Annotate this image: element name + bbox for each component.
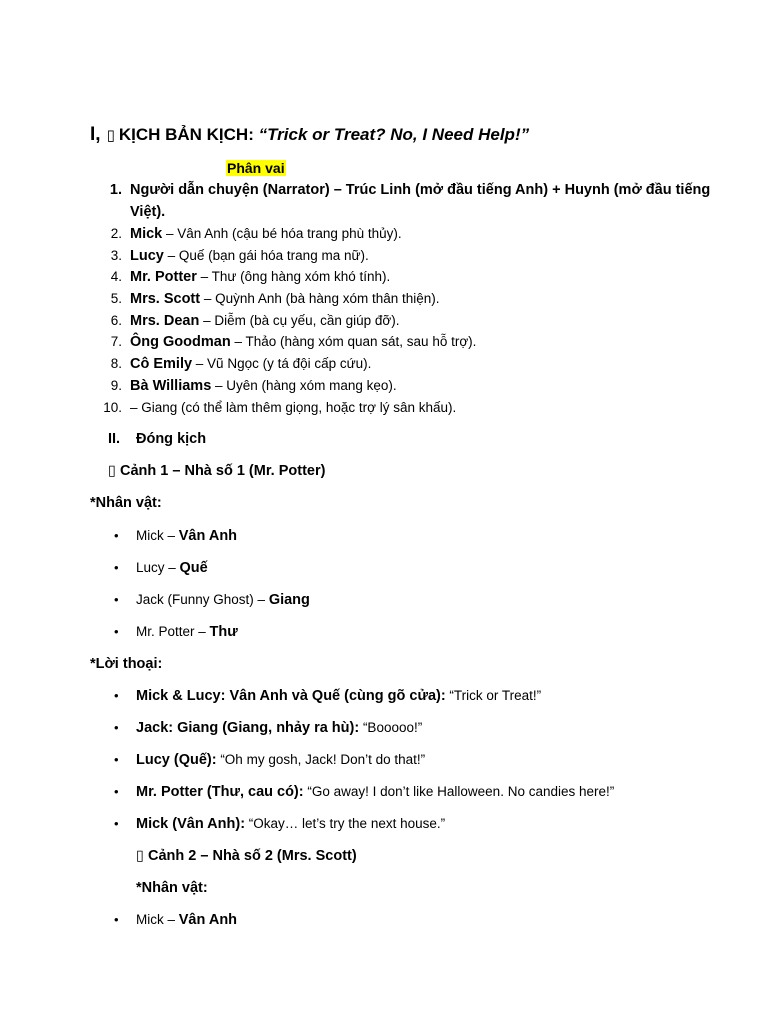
role-desc: – Vũ Ngọc (y tá đội cấp cứu). [192, 356, 372, 371]
role-text: Người dẫn chuyện (Narrator) – Trúc Linh (mở đầu tiếng Anh) + Huynh (mở đầu tiếng [130, 182, 711, 198]
bullet-icon: • [114, 528, 119, 543]
list-number: 2. [110, 226, 122, 241]
roles-heading: Phân vai [227, 160, 285, 176]
speaker: Jack: Giang (Giang, nhảy ra hù): [136, 720, 360, 736]
list-number: 6. [110, 313, 122, 328]
dialogue-line [114, 720, 734, 740]
list-item [102, 334, 702, 354]
speaker: Lucy (Quế): [136, 752, 217, 768]
role-desc: – Quế (bạn gái hóa trang ma nữ). [163, 248, 369, 263]
list-item [114, 592, 514, 612]
actor-name: Vân Anh [178, 528, 238, 544]
speaker: Mick (Vân Anh): [136, 816, 246, 832]
document-title [90, 124, 529, 146]
character-role: Lucy – [136, 560, 180, 575]
list-number: 8. [110, 356, 122, 371]
list-item [102, 356, 702, 376]
actor-name: Vân Anh [178, 912, 238, 928]
section-heading [108, 431, 206, 447]
bullet-icon: • [114, 816, 119, 831]
role-desc: – Giang (có thể làm thêm giọng, hoặc trợ lý sân khấu). [130, 400, 457, 415]
play-title: “Trick or Treat? No, I Need Help!” [258, 125, 530, 144]
list-number: 9. [110, 378, 122, 393]
title-lead: KỊCH BẢN KỊCH: [118, 125, 259, 144]
bullet-icon: • [114, 784, 119, 799]
character-role: Mr. Potter – [136, 624, 210, 639]
list-item [114, 560, 514, 580]
list-item [102, 269, 702, 289]
list-item [102, 313, 702, 333]
list-number: 5. [110, 291, 122, 306]
speaker: Mick & Lucy: Vân Anh và Quế (cùng gõ cửa): [136, 688, 446, 704]
list-item [102, 378, 702, 398]
role-name: Cô Emily [130, 356, 193, 372]
placeholder-box-icon: ▯ [106, 127, 115, 144]
role-desc: – Thảo (hàng xóm quan sát, sau hỗ trợ). [230, 334, 477, 349]
list-item [102, 182, 711, 204]
role-desc: – Uyên (hàng xóm mang kẹo). [211, 378, 397, 393]
list-item [102, 226, 702, 246]
dialogue-line [114, 752, 734, 772]
list-item [102, 400, 702, 420]
role-name: Mrs. Scott [130, 291, 201, 307]
bullet-icon: • [114, 624, 119, 639]
bullet-icon: • [114, 912, 119, 927]
list-number: 3. [110, 248, 122, 263]
list-item [102, 291, 702, 311]
dialogue-line [114, 688, 734, 708]
role-name: Bà Williams [130, 378, 212, 394]
bullet-icon: • [114, 592, 119, 607]
role-name: Ông Goodman [130, 334, 231, 350]
list-item [114, 912, 514, 932]
role-desc: – Diễm (bà cụ yếu, cần giúp đỡ). [199, 313, 400, 328]
actor-name: Quế [179, 560, 208, 576]
list-item [114, 624, 514, 644]
actor-name: Giang [268, 592, 310, 608]
role-name: Lucy [130, 248, 164, 264]
speaker: Mr. Potter (Thư, cau có): [136, 784, 304, 800]
role-text-continued: Việt). [130, 204, 166, 220]
list-number: 7. [110, 334, 122, 349]
role-name: Mr. Potter [130, 269, 197, 285]
section-number: II. [108, 431, 121, 447]
character-role: Mick – [136, 528, 179, 543]
characters-label: *Nhân vật: [136, 880, 208, 896]
dialogue-line [114, 816, 734, 836]
list-number: 10. [103, 400, 122, 415]
characters-label: *Nhân vật: [90, 495, 162, 511]
quote: “Go away! I don’t like Halloween. No candies here!” [303, 784, 615, 799]
actor-name: Thư [209, 624, 238, 640]
role-name: Mick [130, 226, 163, 242]
quote: “Trick or Treat!” [445, 688, 542, 703]
character-role: Mick – [136, 912, 179, 927]
list-number: 4. [110, 269, 122, 284]
scene-heading: ▯ Cảnh 1 – Nhà số 1 (Mr. Potter) [108, 463, 326, 479]
role-desc: – Quỳnh Anh (bà hàng xóm thân thiện). [200, 291, 440, 306]
quote: “Oh my gosh, Jack! Don’t do that!” [216, 752, 426, 767]
role-desc: – Vân Anh (cậu bé hóa trang phù thủy). [162, 226, 402, 241]
bullet-icon: • [114, 688, 119, 703]
list-item [102, 248, 702, 268]
role-desc: – Thư (ông hàng xóm khó tính). [196, 269, 391, 284]
quote: “Okay… let’s try the next house.” [245, 816, 446, 831]
character-role: Jack (Funny Ghost) – [136, 592, 269, 607]
bullet-icon: • [114, 560, 119, 575]
scene-heading: ▯ Cảnh 2 – Nhà số 2 (Mrs. Scott) [136, 848, 357, 864]
role-name: Mrs. Dean [130, 313, 200, 329]
section-number: I, [90, 124, 101, 145]
section-title: Đóng kịch [136, 431, 207, 447]
quote: “Booooo!” [359, 720, 423, 735]
dialogue-line [114, 784, 734, 804]
bullet-icon: • [114, 720, 119, 735]
bullet-icon: • [114, 752, 119, 767]
list-number: 1. [109, 182, 122, 198]
list-item [114, 528, 514, 548]
dialogue-label: *Lời thoại: [90, 656, 163, 672]
